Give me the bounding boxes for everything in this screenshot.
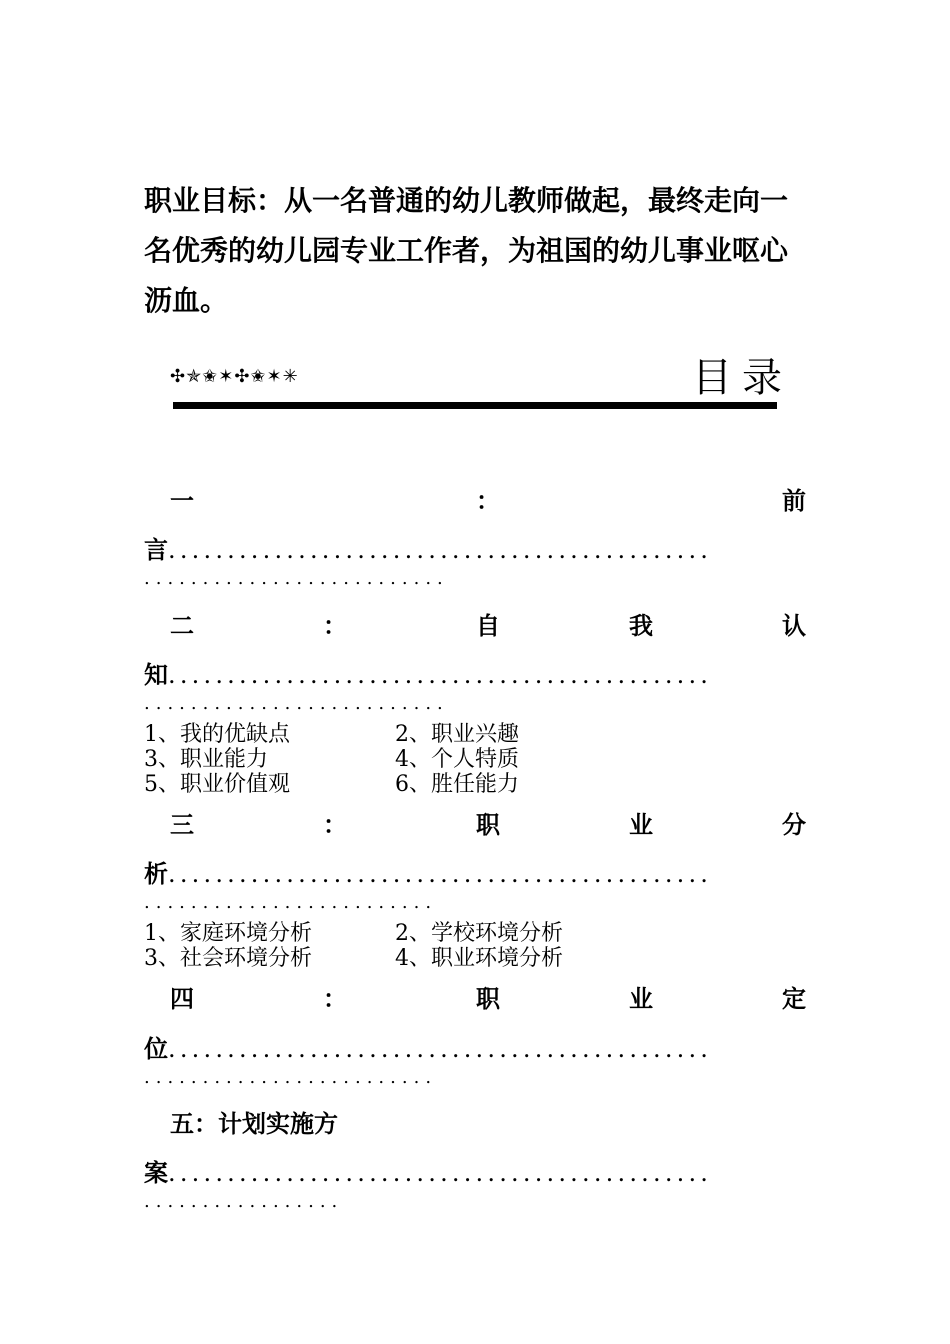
- toc-section-4-heading: [170, 976, 806, 1016]
- heading-char: 定: [782, 984, 806, 1013]
- heading-char: ：: [323, 611, 347, 640]
- dot-leader: ..............................................: [168, 661, 713, 689]
- toc-section-1-leader: [144, 530, 806, 566]
- heading-char: 析: [144, 860, 168, 888]
- decorative-ornament: ✣✯✬✶✣✬✶✳: [170, 366, 299, 387]
- goal-line: 职业目标：从一名普通的幼儿教师做起，最终走向一: [144, 184, 789, 217]
- heading-char: 一: [170, 486, 194, 515]
- dot-leader: ..............................................: [168, 1159, 713, 1187]
- dot-leader: .................: [144, 1191, 344, 1212]
- toc-title: 目录: [692, 355, 792, 401]
- goal-line: 名优秀的幼儿园专业工作者，为祖国的幼儿事业呕心: [144, 234, 789, 267]
- heading-char: ：: [323, 984, 347, 1013]
- dot-leader: ..........................: [144, 568, 449, 589]
- heading-char: 知: [144, 661, 168, 689]
- heading-char: 职: [476, 810, 500, 839]
- heading-char: 业: [629, 984, 653, 1013]
- toc-subitem: 4、职业环境分析: [395, 946, 563, 971]
- toc-subitem: 1、我的优缺点: [144, 722, 290, 747]
- heading-char: 前: [782, 486, 806, 515]
- dot-leader: ..............................................: [168, 536, 713, 564]
- heading-char: ：: [476, 486, 500, 515]
- toc-section-1-heading: [170, 478, 806, 518]
- toc-subitem: 1、家庭环境分析: [144, 921, 312, 946]
- toc-subitem: 2、学校环境分析: [395, 921, 563, 946]
- dot-leader: ..............................................: [168, 860, 713, 888]
- heading-char: 言: [144, 536, 168, 564]
- toc-subitem: 6、胜任能力: [395, 772, 519, 797]
- toc-subitem: 4、个人特质: [395, 747, 519, 772]
- heading-char: 认: [782, 611, 806, 640]
- heading-char: 案: [144, 1159, 168, 1187]
- heading-char: 位: [144, 1035, 168, 1063]
- dot-leader: ..............................................: [168, 1035, 713, 1063]
- toc-section-2-heading: [170, 603, 806, 643]
- toc-section-5-heading: 五：计划实施方: [170, 1110, 338, 1138]
- toc-section-4-leader: [144, 1029, 806, 1065]
- dot-leader: ..........................: [144, 693, 449, 714]
- heading-char: 自: [476, 611, 500, 640]
- toc-subitem: 2、职业兴趣: [395, 722, 519, 747]
- heading-char: 分: [782, 810, 806, 839]
- heading-char: 职: [476, 984, 500, 1013]
- heading-char: 二: [170, 611, 194, 640]
- toc-section-5-leader: [144, 1153, 806, 1189]
- dot-leader: .........................: [144, 892, 438, 913]
- toc-section-3-leader: [144, 854, 806, 890]
- heading-char: 三: [170, 810, 194, 839]
- heading-char: ：: [323, 810, 347, 839]
- heading-char: 我: [629, 611, 653, 640]
- goal-line: 沥血。: [144, 284, 229, 317]
- toc-section-2-leader: [144, 655, 806, 691]
- divider-rule: [173, 402, 777, 409]
- dot-leader: .........................: [144, 1067, 438, 1088]
- heading-char: 四: [170, 984, 194, 1013]
- heading-char: 业: [629, 810, 653, 839]
- toc-subitem: 3、社会环境分析: [144, 946, 312, 971]
- toc-subitem: 3、职业能力: [144, 747, 268, 772]
- toc-section-3-heading: [170, 802, 806, 842]
- toc-subitem: 5、职业价值观: [144, 772, 290, 797]
- career-goal-paragraph: [144, 176, 814, 326]
